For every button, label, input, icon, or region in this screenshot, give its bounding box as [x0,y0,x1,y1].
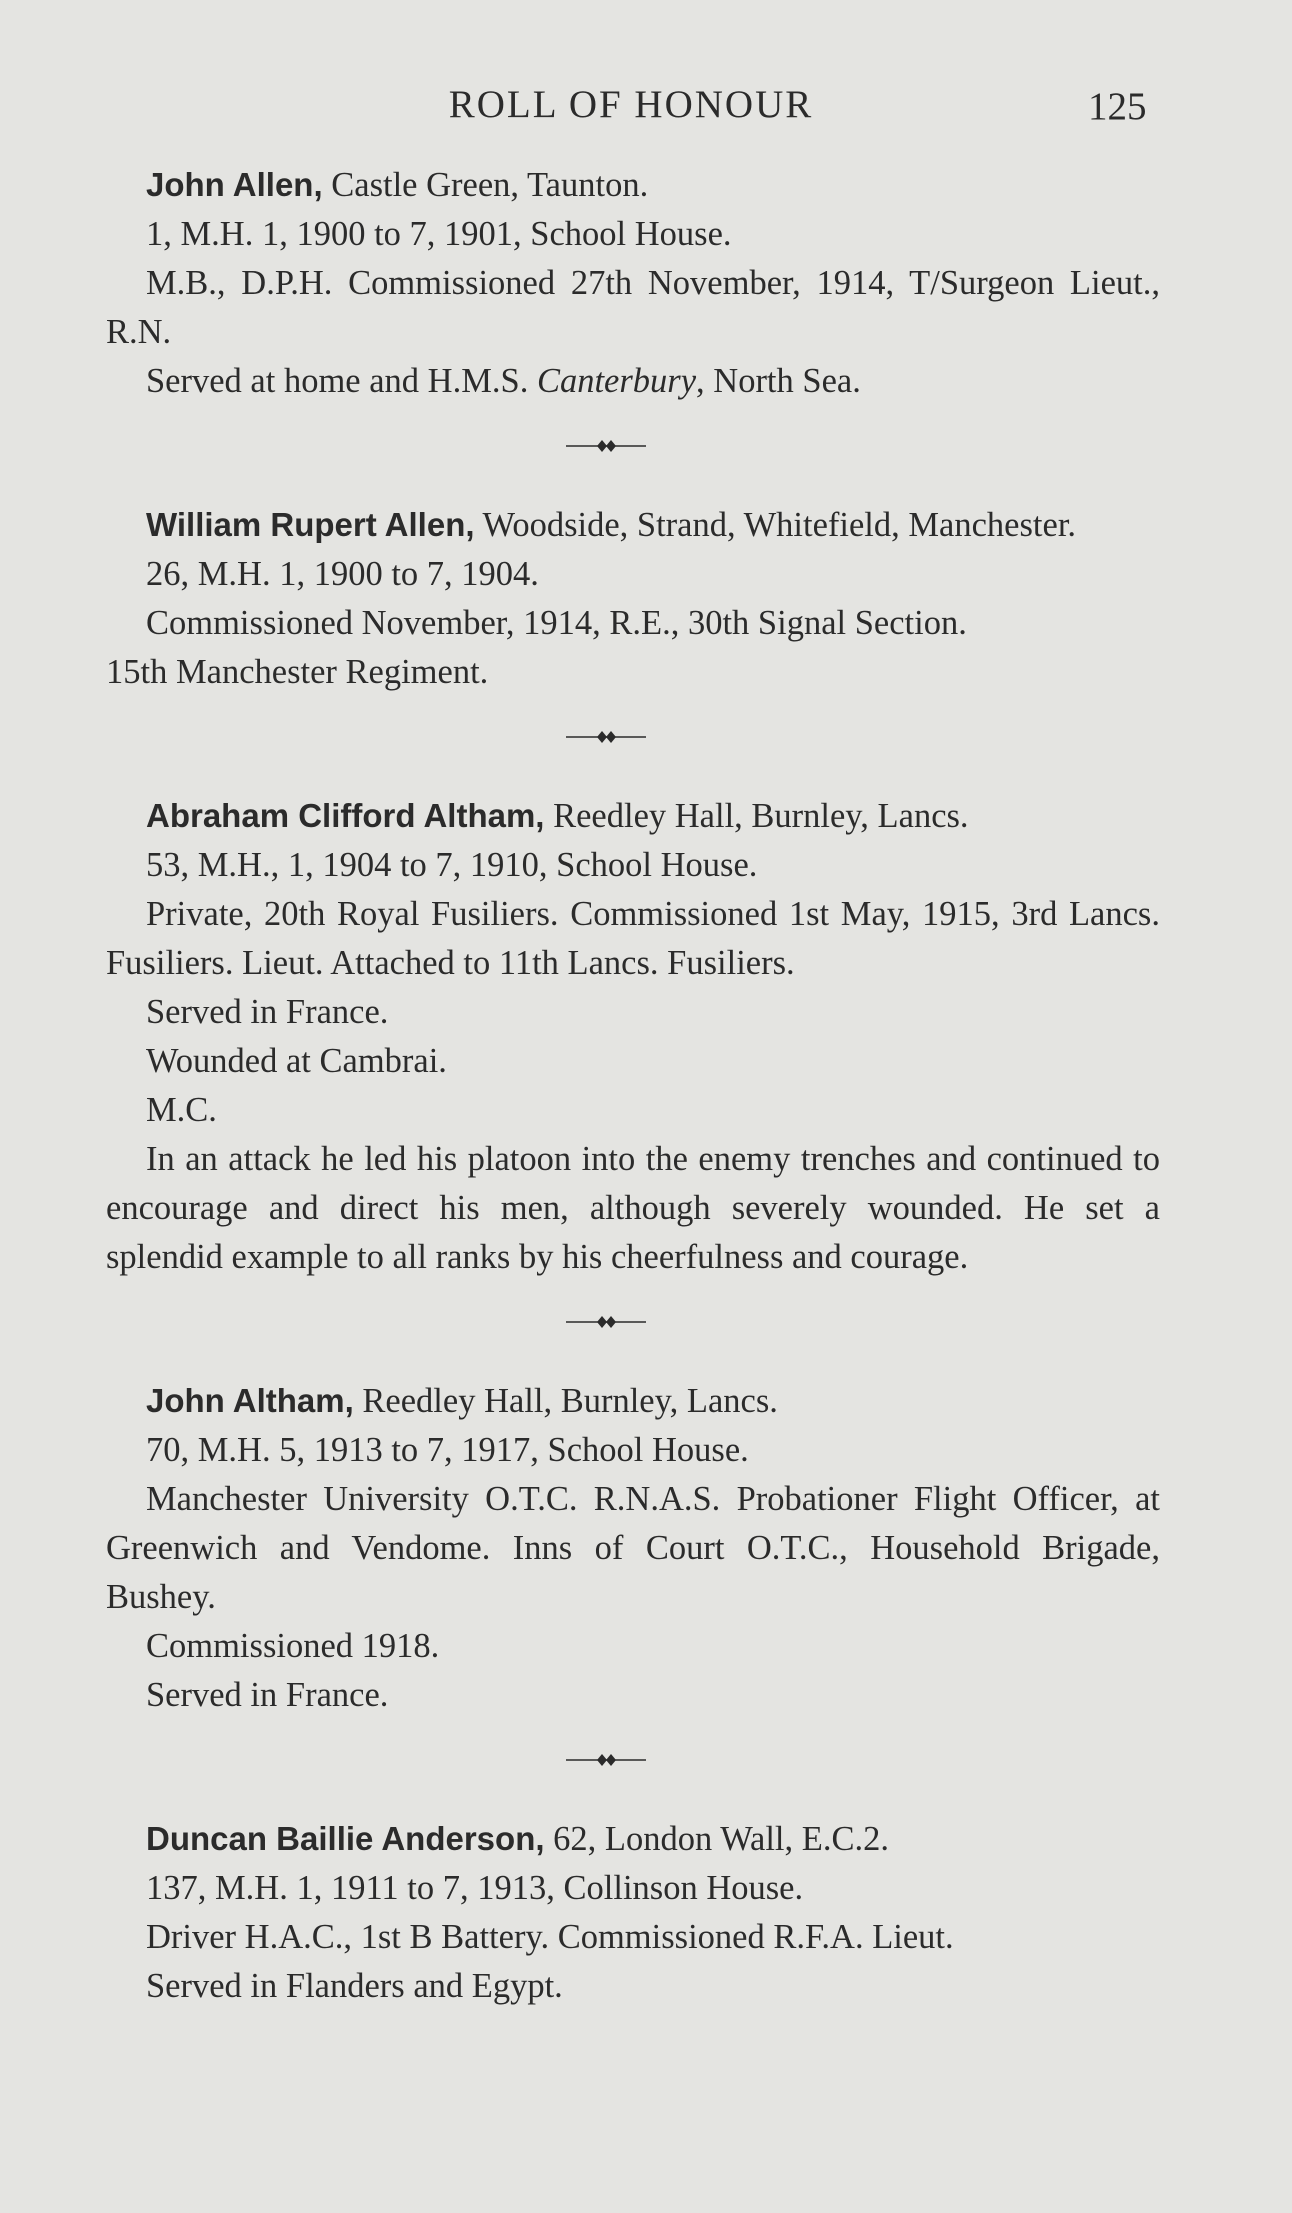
entry-line: Commissioned 1918. [146,1627,440,1665]
entry-line: Manchester University O.T.C. R.N.A.S. Probationer Flight Officer, at Greenwich and Vendome. Inns of Court O.T.C., Household Brigade, Bushey. [106,1480,1160,1616]
running-title: ROLL OF HONOUR [448,83,814,126]
entry-name: William Rupert Allen, [146,506,475,543]
entry-line: 53, M.H., 1, 1904 to 7, 1910, School House. [146,846,758,884]
entry-line: Served in Flanders and Egypt. [146,1967,563,2005]
entry-line: 15th Manchester Regiment. [106,653,489,691]
diamond-ornament-icon [566,1750,646,1770]
ship-name: Canterbury [536,362,697,400]
entry-line: Commissioned November, 1914, R.E., 30th Signal Section. [146,604,967,642]
entry-line: 137, M.H. 1, 1911 to 7, 1913, Collinson House. [146,1869,804,1907]
entry-name: John Altham, [146,1382,354,1419]
entry-address: Reedley Hall, Burnley, Lancs. [353,1382,778,1420]
entry-address: Woodside, Strand, Whitefield, Manchester. [474,506,1077,544]
page-number: 125 [1088,85,1147,128]
citation: In an attack he led his platoon into the enemy trenches and continued to encourage and direct his men, although severely wounded. He set a splendid example to all ranks by his cheerfulness and courage. [106,1140,1160,1276]
separator-ornament [106,406,1160,500]
diamond-ornament-icon [566,1312,646,1332]
separator-ornament [106,697,1160,791]
page-header [0,82,1292,132]
diamond-ornament-icon [566,727,646,747]
entry-duncan-baillie-anderson [106,1814,1160,2011]
entry-line: 26, M.H. 1, 1900 to 7, 1904. [146,555,539,593]
entry-text: , North Sea. [696,362,861,400]
entry-john-allen [106,160,1160,406]
entry-john-altham [106,1376,1160,1720]
entry-line: Served in France. [146,993,389,1031]
entry-address: Reedley Hall, Burnley, Lancs. [544,797,969,835]
entry-line: Private, 20th Royal Fusiliers. Commissioned 1st May, 1915, 3rd Lancs. Fusiliers. Lieut. Attached to 11th Lancs. Fusiliers. [106,895,1160,982]
entry-line: Wounded at Cambrai. [146,1042,447,1080]
entry-heading [106,1814,1160,1864]
entry-name: Abraham Clifford Altham, [146,797,545,834]
entry-line [106,357,1160,406]
entry-line: Served in France. [146,1676,389,1714]
separator-ornament [106,1720,1160,1814]
decoration: M.C. [146,1091,217,1129]
entry-line: 70, M.H. 5, 1913 to 7, 1917, School House. [146,1431,749,1469]
diamond-ornament-icon [566,436,646,456]
entry-line: 1, M.H. 1, 1900 to 7, 1901, School House. [146,215,732,253]
entry-william-rupert-allen [106,500,1160,697]
entry-heading [106,1376,1160,1426]
entry-heading [106,160,1160,210]
entry-text: Served at home and H.M.S. [146,362,537,400]
entry-heading [106,500,1160,550]
entry-line: M.B., D.P.H. Commissioned 27th November, 1914, T/Surgeon Lieut., R.N. [106,264,1160,351]
entry-heading [106,791,1160,841]
roll-entries [106,160,1160,2011]
entry-name: John Allen, [146,166,323,203]
entry-abraham-clifford-altham [106,791,1160,1282]
entry-name: Duncan Baillie Anderson, [146,1820,545,1857]
entry-address: 62, London Wall, E.C.2. [544,1820,889,1858]
entry-line: Driver H.A.C., 1st B Battery. Commissioned R.F.A. Lieut. [146,1918,954,1956]
separator-ornament [106,1282,1160,1376]
entry-address: Castle Green, Taunton. [322,166,649,204]
